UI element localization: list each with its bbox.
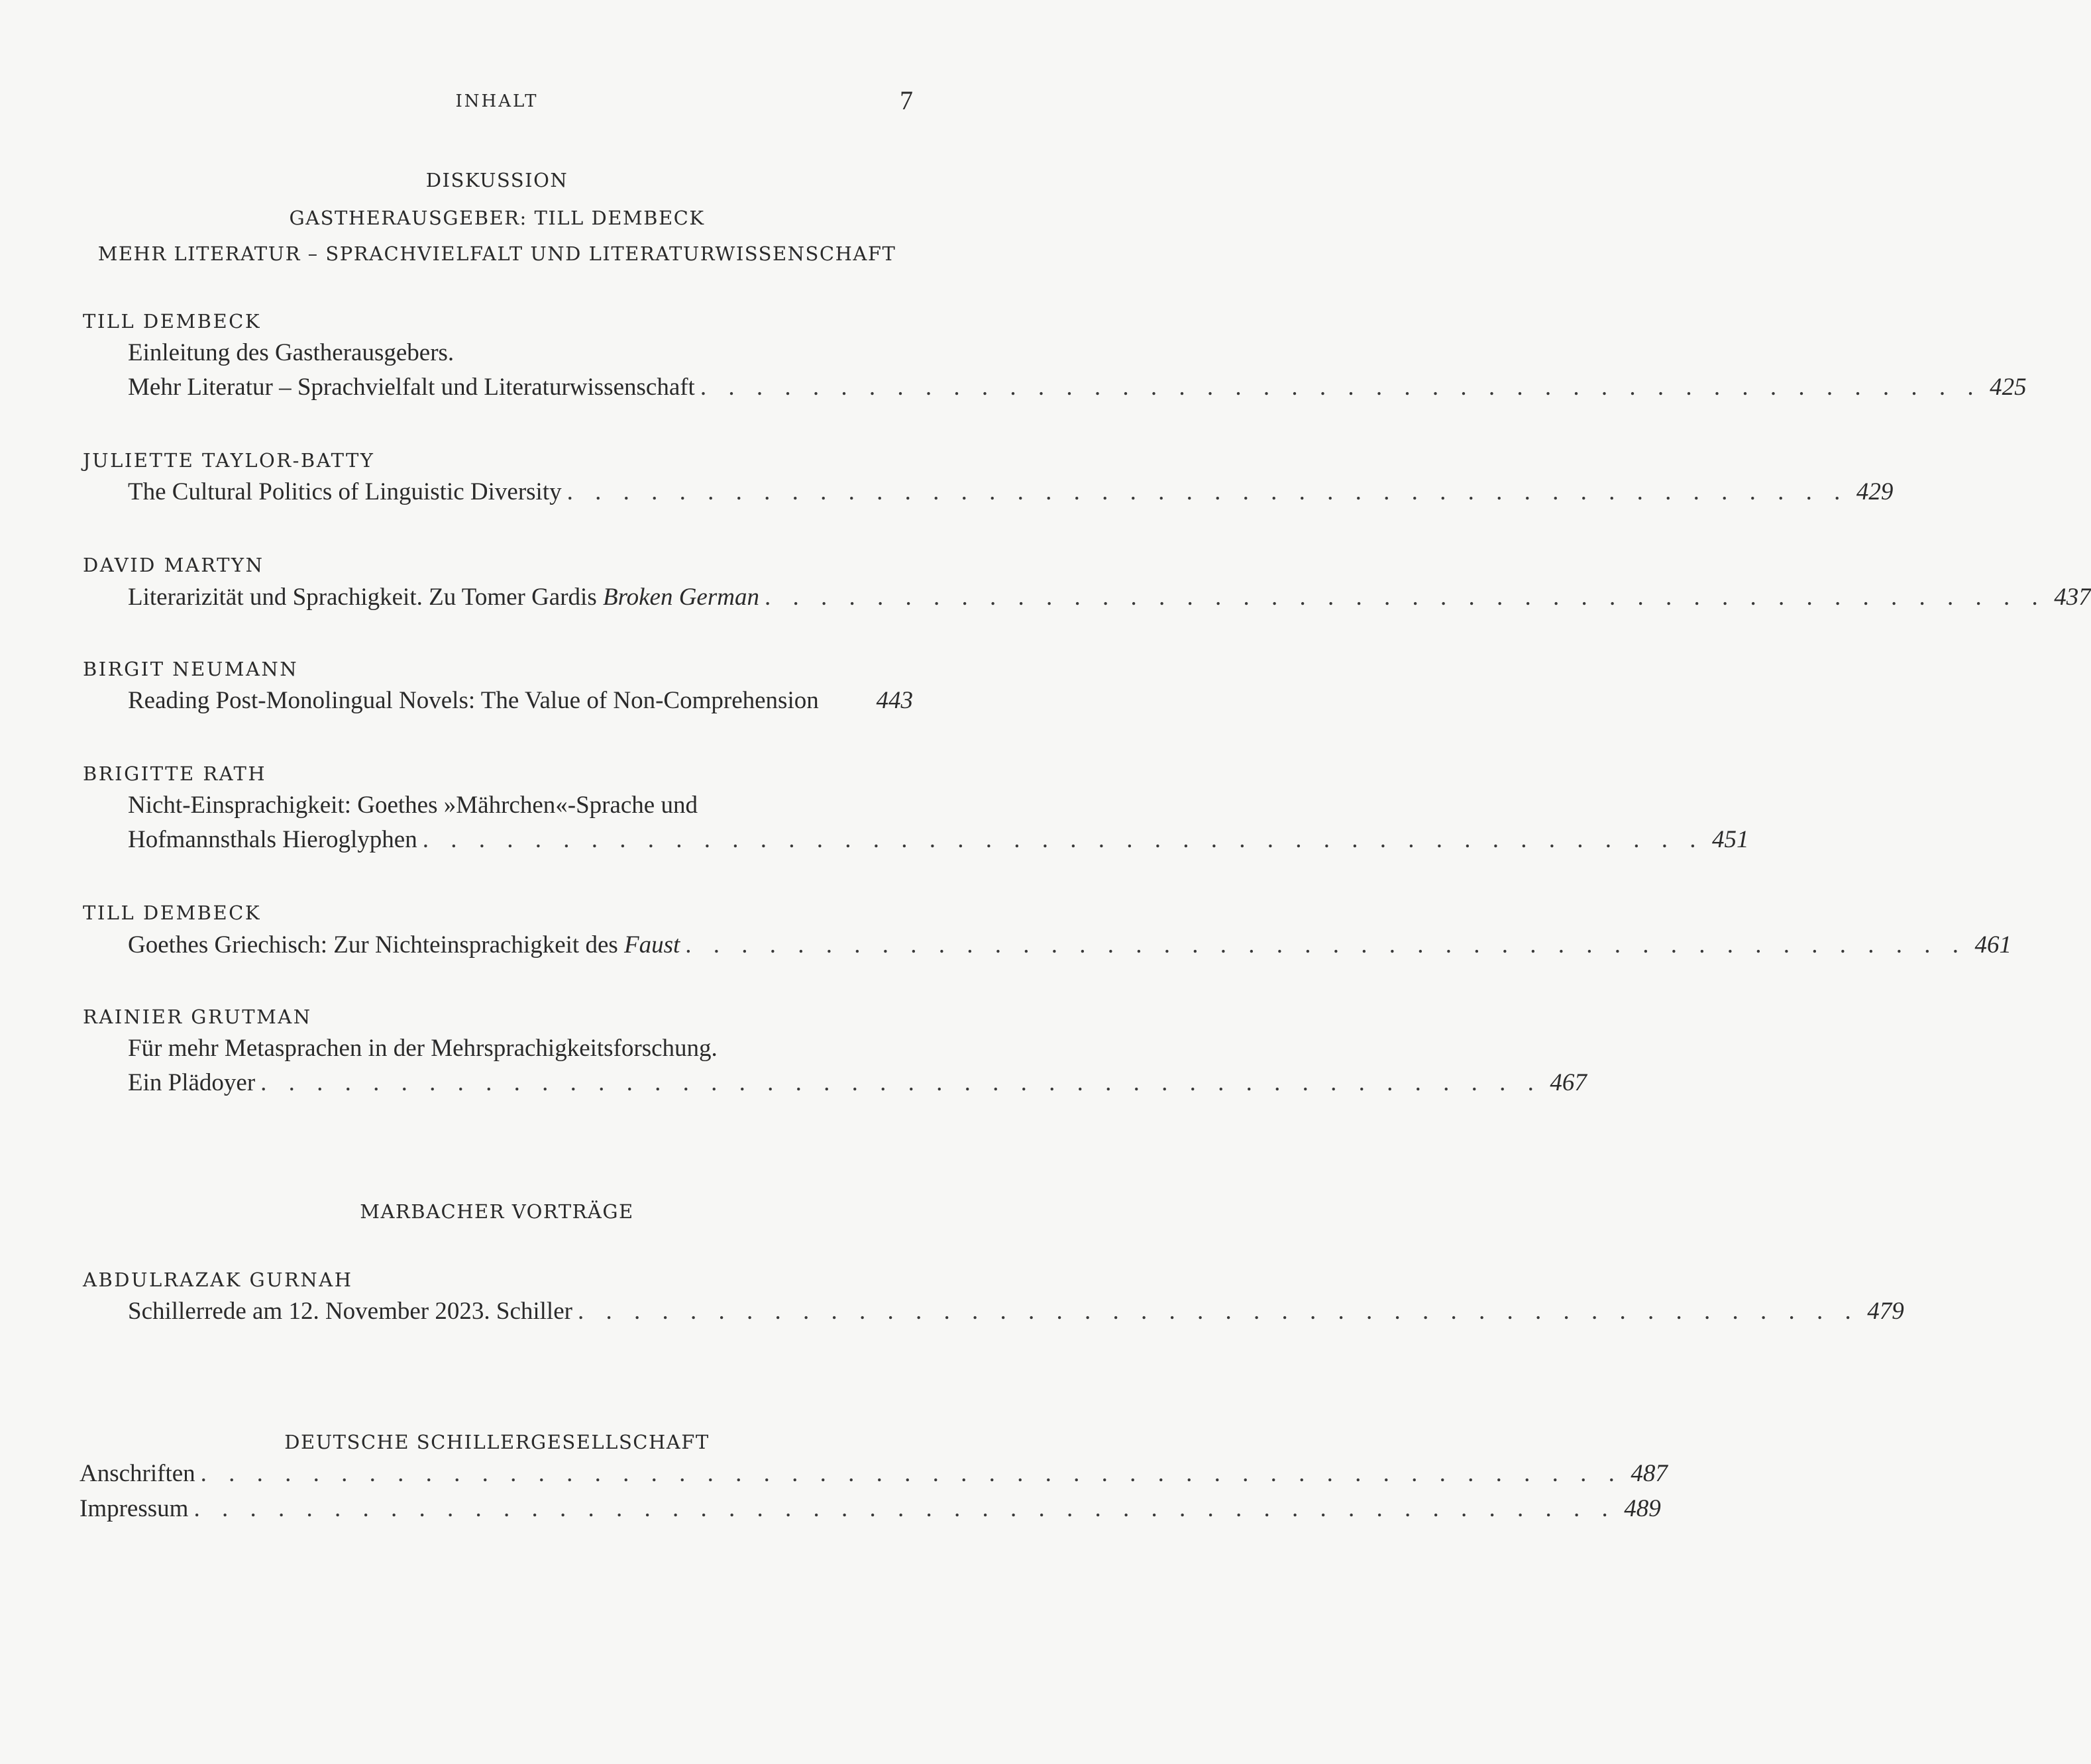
entry-title-line	[128, 686, 913, 719]
entry-title: Ein Plädoyer	[128, 1069, 256, 1096]
entry-title-line	[80, 1494, 1661, 1528]
entry-author: RAINIER GRUTMAN	[83, 1006, 312, 1028]
entry-author: JULIETTE TAYLOR-BATTY	[83, 449, 375, 472]
entry-page-number: 429	[1856, 478, 1894, 505]
leader-dots: . . . . . . . . . . . . . . . . . . . . . . . . . . . . . . . . . . . . . . . . . . . . . .	[700, 374, 1982, 401]
entry-title-italic: Faust	[624, 931, 680, 959]
entry-author: DAVID MARTYN	[83, 554, 264, 576]
entry-title-line	[128, 1297, 1904, 1330]
entry-author: ABDULRAZAK GURNAH	[83, 1269, 353, 1291]
leader-dots: . . . . . . . . . . . . . . . . . . . . . . . . . . . . . . . . . . . . . . . . . . . . . .	[566, 478, 1849, 505]
entry-page-number: 479	[1867, 1298, 1904, 1325]
entry-page-number: 451	[1711, 826, 1749, 853]
section-heading-diskussion: DISKUSSION	[425, 169, 568, 191]
entry-title: Für mehr Metasprachen in der Mehrsprachigkeitsforschung.	[128, 1035, 718, 1062]
entry-author: TILL DEMBECK	[83, 310, 261, 333]
entry-page-number: 489	[1624, 1495, 1661, 1522]
entry-title: Anschriften	[80, 1460, 195, 1487]
leader-dots: . . . . . . . . . . . . . . . . . . . . . . . . . . . . . . . . . . . . . . . . . . . . . .	[685, 931, 1967, 959]
entry-author: BRIGITTE RATH	[83, 762, 267, 785]
entry-author: TILL DEMBECK	[83, 902, 261, 924]
section-heading-marbacher: MARBACHER VORTRÄGE	[360, 1200, 634, 1223]
entry-title: Mehr Literatur – Sprachvielfalt und Literaturwissenschaft	[128, 374, 695, 401]
entry-title: Reading Post-Monolingual Novels: The Value of Non-Comprehension	[128, 687, 819, 714]
entry-page-number: 467	[1550, 1069, 1587, 1096]
entry-title	[128, 931, 680, 959]
entry-title-line	[128, 478, 1894, 511]
page-number: 7	[900, 85, 913, 115]
leader-dots: . . . . . . . . . . . . . . . . . . . . . . . . . . . . . . . . . . . . . . . . . . . . . .	[764, 584, 2046, 611]
entry-page-number: 425	[1990, 374, 2027, 401]
entry-page-number: 437	[2054, 584, 2091, 611]
guest-editor-line: GASTHERAUSGEBER: TILL DEMBECK	[289, 207, 705, 229]
entry-page-number: 443	[876, 687, 913, 714]
entry-title: Impressum	[80, 1495, 189, 1522]
leader-dots: . . . . . . . . . . . . . . . . . . . . . . . . . . . . . . . . . . . . . . . . . . . . . . . . . . .	[193, 1495, 1616, 1522]
entry-title-line	[128, 373, 2027, 406]
entry-title-line	[128, 931, 2012, 964]
entry-title-line	[128, 338, 913, 372]
leader-dots: . . . . . . . . . . . . . . . . . . . . . . . . . . . . . . . . . . . . . . . . . . . . . .	[577, 1298, 1859, 1325]
entry-title-italic: Broken German	[602, 584, 759, 611]
entry-author: BIRGIT NEUMANN	[83, 658, 299, 680]
theme-line: MEHR LITERATUR – SPRACHVIELFALT UND LITERATURWISSENSCHAFT	[97, 242, 896, 265]
entry-title-line	[128, 1034, 913, 1067]
entry-title-line	[80, 1459, 1668, 1492]
entry-title-line	[128, 825, 1749, 858]
entry-title: Einleitung des Gastherausgebers.	[128, 339, 455, 366]
entry-title-line	[128, 791, 913, 824]
entry-title-text: Literarizität und Sprachigkeit. Zu Tomer Gardis	[128, 584, 603, 611]
entry-title: Schillerrede am 12. November 2023. Schiller	[128, 1298, 572, 1325]
running-head: INHALT	[455, 91, 539, 111]
leader-dots: . . . . . . . . . . . . . . . . . . . . . . . . . . . . . . . . . . . . . . . . . . . . . .	[422, 826, 1704, 853]
section-heading-dsg: DEUTSCHE SCHILLERGESELLSCHAFT	[284, 1431, 710, 1453]
entry-title: Hofmannsthals Hieroglyphen	[128, 826, 417, 853]
entry-title-line	[128, 1068, 1587, 1102]
entry-title	[128, 583, 759, 611]
leader-dots: . . . . . . . . . . . . . . . . . . . . . . . . . . . . . . . . . . . . . . . . . . . . . . . . . . .	[200, 1460, 1623, 1487]
entry-page-number: 461	[1974, 931, 2012, 959]
leader-dots: . . . . . . . . . . . . . . . . . . . . . . . . . . . . . . . . . . . . . . . . . . . . . .	[260, 1069, 1542, 1096]
entry-page-number: 487	[1631, 1460, 1668, 1487]
entry-title-line	[128, 583, 2091, 616]
entry-title: Nicht-Einsprachigkeit: Goethes »Mährchen«-Sprache und	[128, 792, 698, 819]
entry-title: The Cultural Politics of Linguistic Diversity	[128, 478, 562, 505]
entry-title-text: Goethes Griechisch: Zur Nichteinsprachigkeit des	[128, 931, 625, 959]
